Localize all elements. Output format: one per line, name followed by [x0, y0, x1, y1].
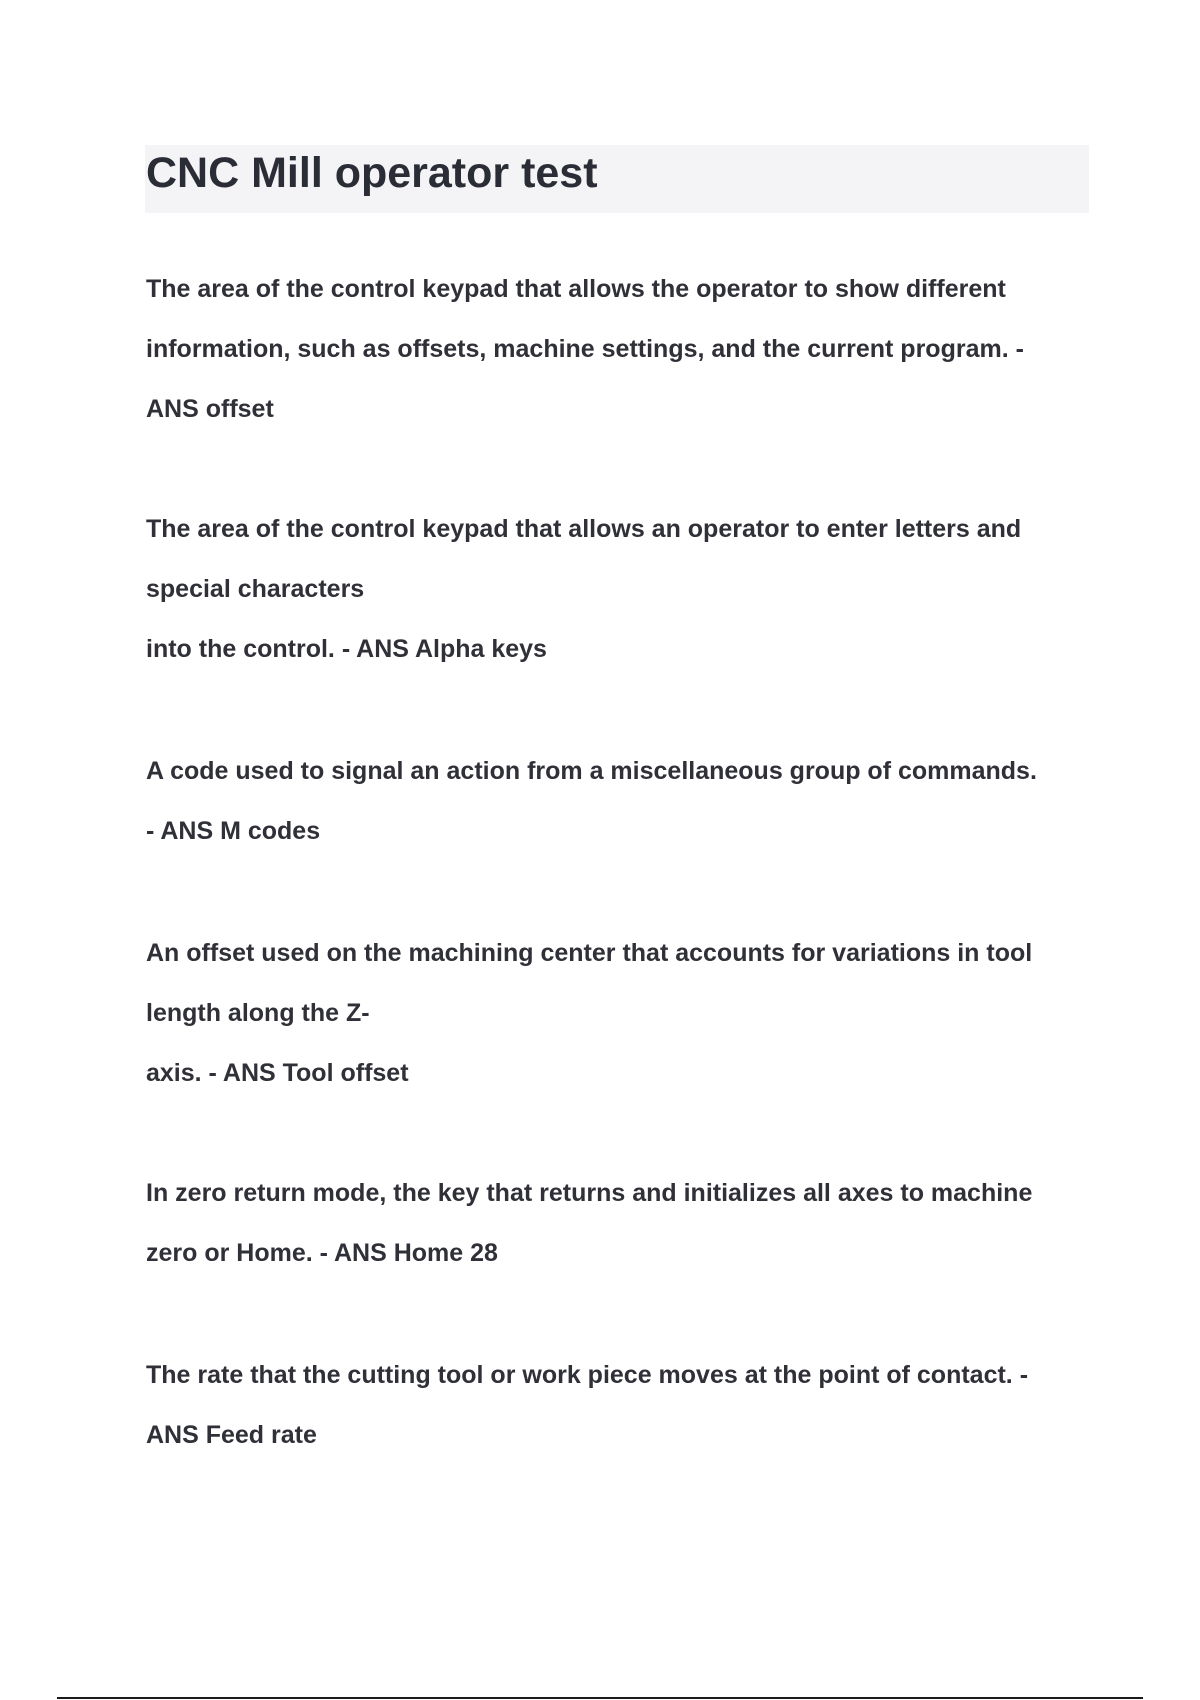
entry-text-line: In zero return mode, the key that returns and initializes all axes to machine	[146, 1179, 1033, 1207]
question-answer-entry	[146, 259, 1086, 439]
entry-text-line: - ANS M codes	[146, 817, 321, 845]
question-answer-entry	[146, 1163, 1086, 1283]
question-answer-entry	[146, 499, 1086, 679]
question-answer-entry	[146, 741, 1086, 861]
entry-text-line: ANS Feed rate	[146, 1421, 317, 1449]
entry-text-line: The area of the control keypad that allows an operator to enter letters and	[146, 515, 1022, 543]
entry-text-line: ANS offset	[146, 395, 274, 423]
entry-text-line: information, such as offsets, machine settings, and the current program. -	[146, 335, 1024, 363]
entry-text-line: special characters	[146, 575, 365, 603]
question-answer-entry	[146, 1345, 1086, 1465]
entry-text-line: into the control. - ANS Alpha keys	[146, 635, 547, 663]
entry-text-line: An offset used on the machining center that accounts for variations in tool	[146, 939, 1033, 967]
entry-text-line: The area of the control keypad that allows the operator to show different	[146, 275, 1006, 303]
entry-text-line: A code used to signal an action from a miscellaneous group of commands.	[146, 757, 1037, 785]
entry-text-line: The rate that the cutting tool or work piece moves at the point of contact. -	[146, 1361, 1029, 1389]
entry-text-line: length along the Z-	[146, 999, 370, 1027]
footer-divider	[57, 1697, 1143, 1699]
question-answer-entry	[146, 923, 1086, 1103]
document-title: CNC Mill operator test	[146, 149, 598, 197]
entry-text-line: zero or Home. - ANS Home 28	[146, 1239, 498, 1267]
entry-text-line: axis. - ANS Tool offset	[146, 1059, 409, 1087]
